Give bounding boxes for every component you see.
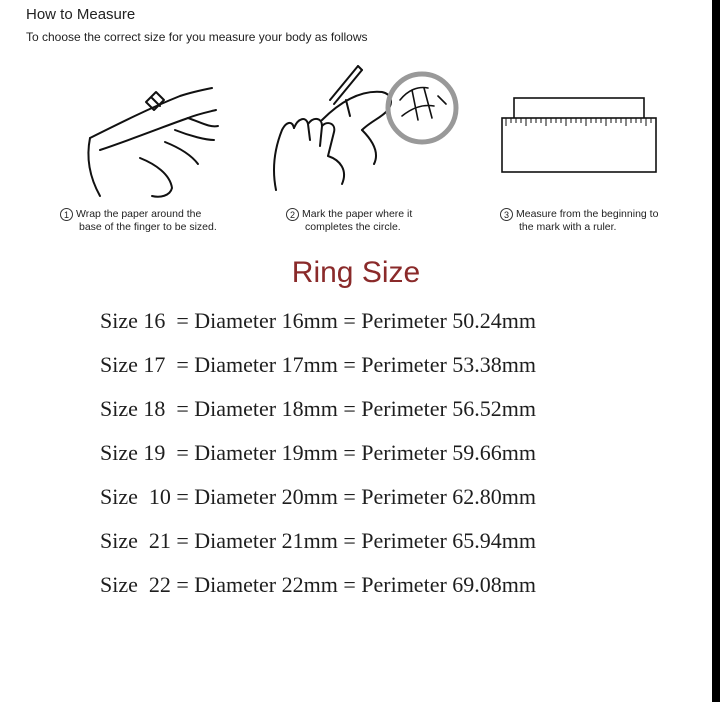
hand-wrap-illustration bbox=[80, 78, 230, 208]
mark-paper-illustration bbox=[262, 60, 462, 200]
step-number: 3 bbox=[500, 208, 513, 221]
size-row: Size 10 = Diameter 20mm = Perimeter 62.80mm bbox=[100, 484, 537, 509]
step-text-line2: completes the circle. bbox=[305, 221, 401, 233]
step-1-caption bbox=[60, 208, 217, 234]
page-title: How to Measure bbox=[26, 6, 136, 23]
size-row: Size 19 = Diameter 19mm = Perimeter 59.66mm bbox=[100, 440, 537, 465]
step-text-line2: base of the finger to be sized. bbox=[79, 221, 217, 233]
page-subtitle: To choose the correct size for you measure your body as follows bbox=[26, 30, 368, 44]
step-3-caption bbox=[500, 208, 658, 234]
size-row: Size 22 = Diameter 22mm = Perimeter 69.08mm bbox=[100, 572, 537, 597]
step-2-caption bbox=[286, 208, 412, 234]
ruler-illustration bbox=[500, 96, 660, 176]
size-row: Size 18 = Diameter 18mm = Perimeter 56.52mm bbox=[100, 396, 537, 421]
size-row: Size 16 = Diameter 16mm = Perimeter 50.24mm bbox=[100, 308, 537, 333]
window-edge bbox=[712, 0, 720, 702]
step-number: 1 bbox=[60, 208, 73, 221]
step-text-line1: Mark the paper where it bbox=[302, 208, 413, 220]
ring-size-title: Ring Size bbox=[291, 256, 421, 289]
step-text-line2: the mark with a ruler. bbox=[519, 221, 617, 233]
step-number: 2 bbox=[286, 208, 299, 221]
step-text-line1: Wrap the paper around the bbox=[76, 208, 202, 220]
size-row: Size 17 = Diameter 17mm = Perimeter 53.38mm bbox=[100, 352, 537, 377]
step-text-line1: Measure from the beginning to bbox=[516, 208, 659, 220]
size-row: Size 21 = Diameter 21mm = Perimeter 65.94mm bbox=[100, 528, 537, 553]
